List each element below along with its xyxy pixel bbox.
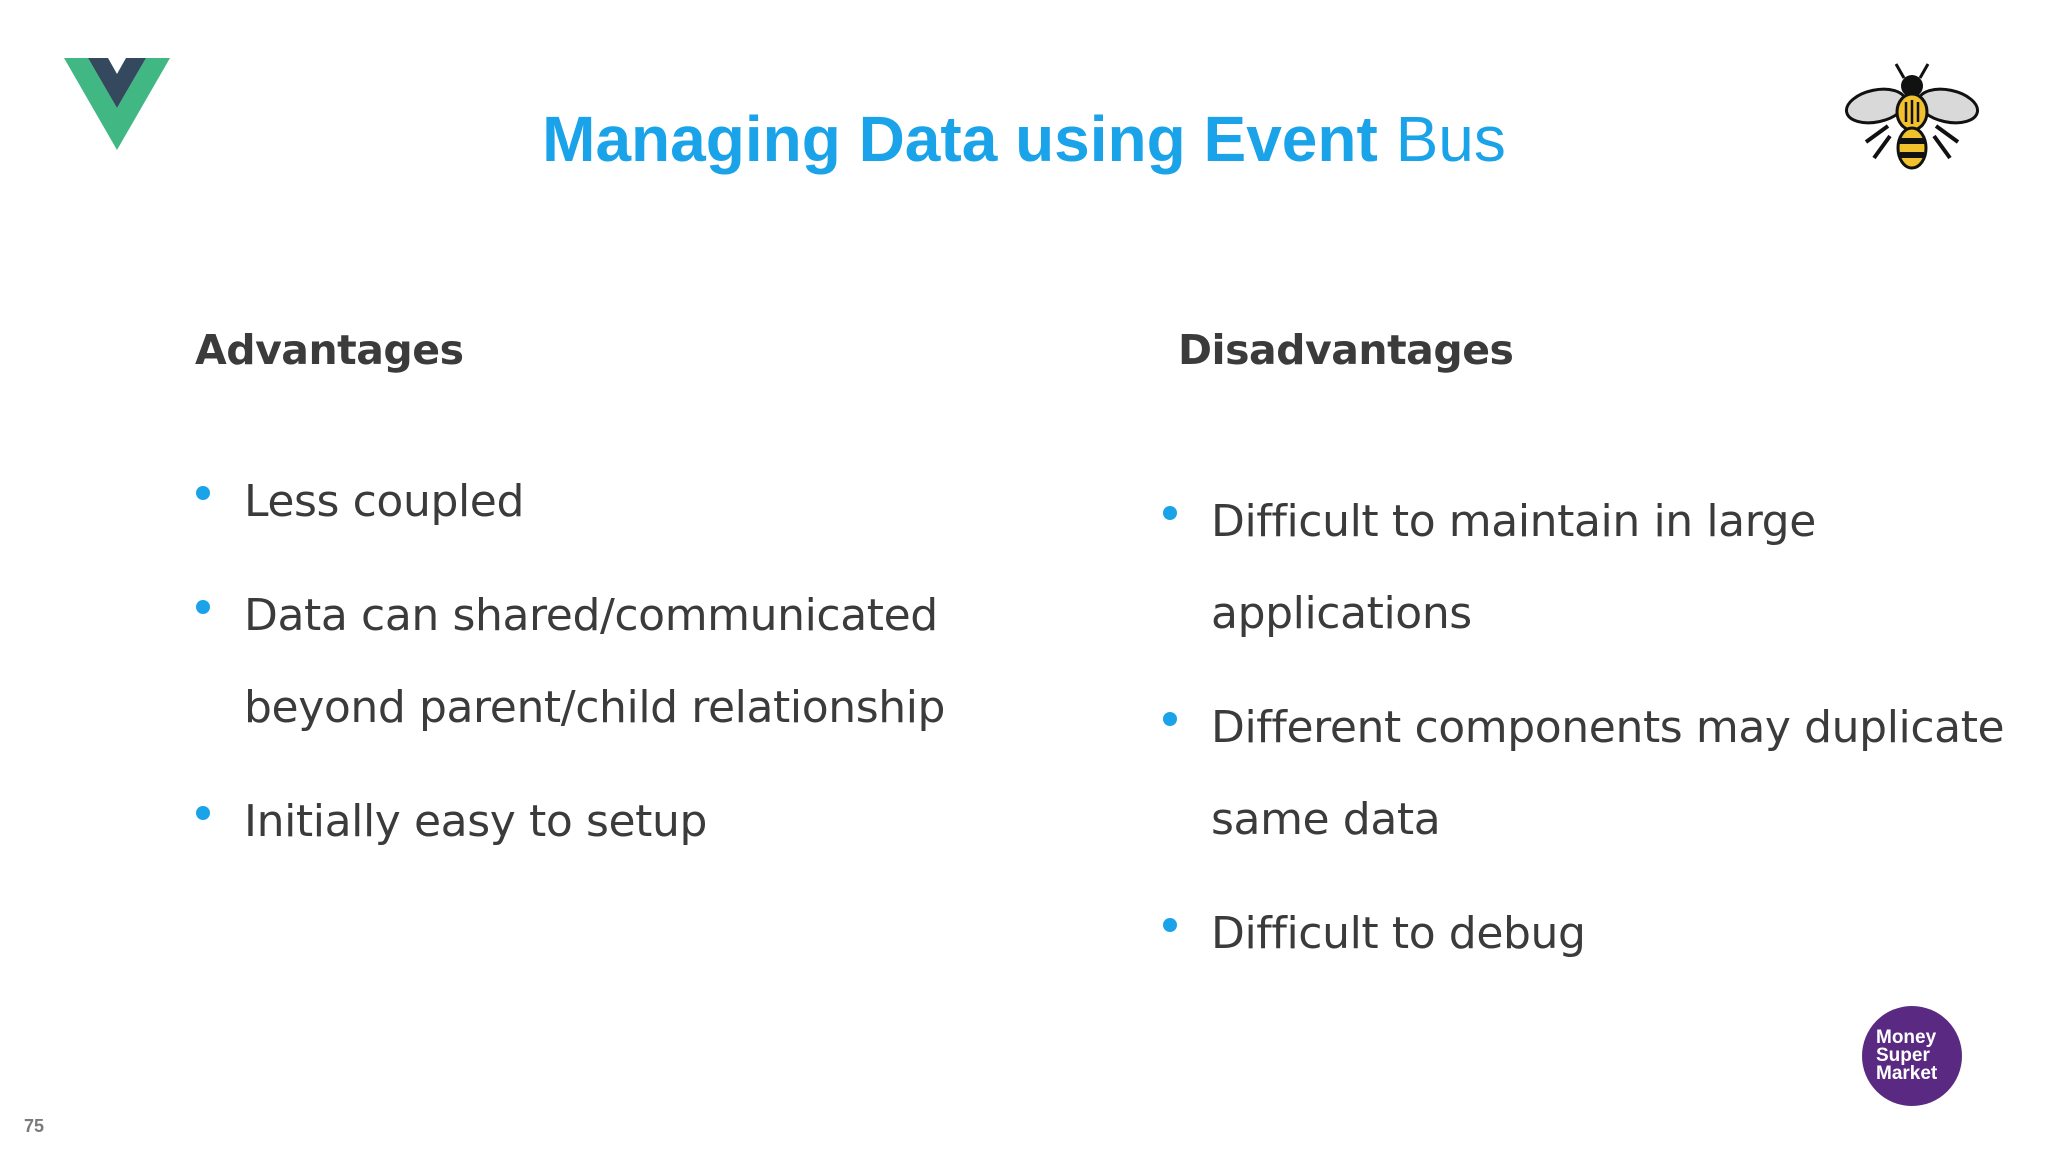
bullet-dot-icon — [1163, 506, 1177, 520]
advantages-list — [196, 456, 976, 890]
list-item — [1163, 888, 2013, 980]
list-item-text: Difficult to maintain in large applications — [1211, 496, 1816, 639]
list-item — [1163, 682, 2013, 866]
bullet-dot-icon — [196, 486, 210, 500]
badge-line-1: Money — [1876, 1027, 1937, 1048]
list-item-text: Data can shared/communicated beyond parent/child relationship — [244, 590, 946, 733]
bee-logo-icon — [1844, 62, 1980, 172]
list-item-text: Difficult to debug — [1211, 908, 1586, 959]
moneysupermarket-logo — [1862, 1006, 1962, 1106]
disadvantages-list — [1163, 476, 2013, 1002]
badge-line-2: Super — [1876, 1045, 1930, 1066]
list-item — [196, 456, 976, 548]
badge-line-3: Market — [1876, 1063, 1938, 1084]
title-bold-text: Managing Data using Event — [542, 103, 1378, 175]
advantages-heading: Advantages — [195, 326, 464, 374]
list-item-text: Less coupled — [244, 476, 524, 527]
list-item — [1163, 476, 2013, 660]
list-item-text: Different components may duplicate same data — [1211, 702, 2005, 845]
bullet-dot-icon — [1163, 918, 1177, 932]
bullet-dot-icon — [196, 600, 210, 614]
slide-title — [0, 96, 2048, 182]
bullet-dot-icon — [1163, 712, 1177, 726]
list-item — [196, 570, 976, 754]
bullet-dot-icon — [196, 806, 210, 820]
page-number: 75 — [24, 1116, 45, 1136]
title-light-text: Bus — [1395, 103, 1506, 175]
disadvantages-heading: Disadvantages — [1178, 326, 1514, 374]
list-item-text: Initially easy to setup — [244, 796, 708, 847]
list-item — [196, 776, 976, 868]
